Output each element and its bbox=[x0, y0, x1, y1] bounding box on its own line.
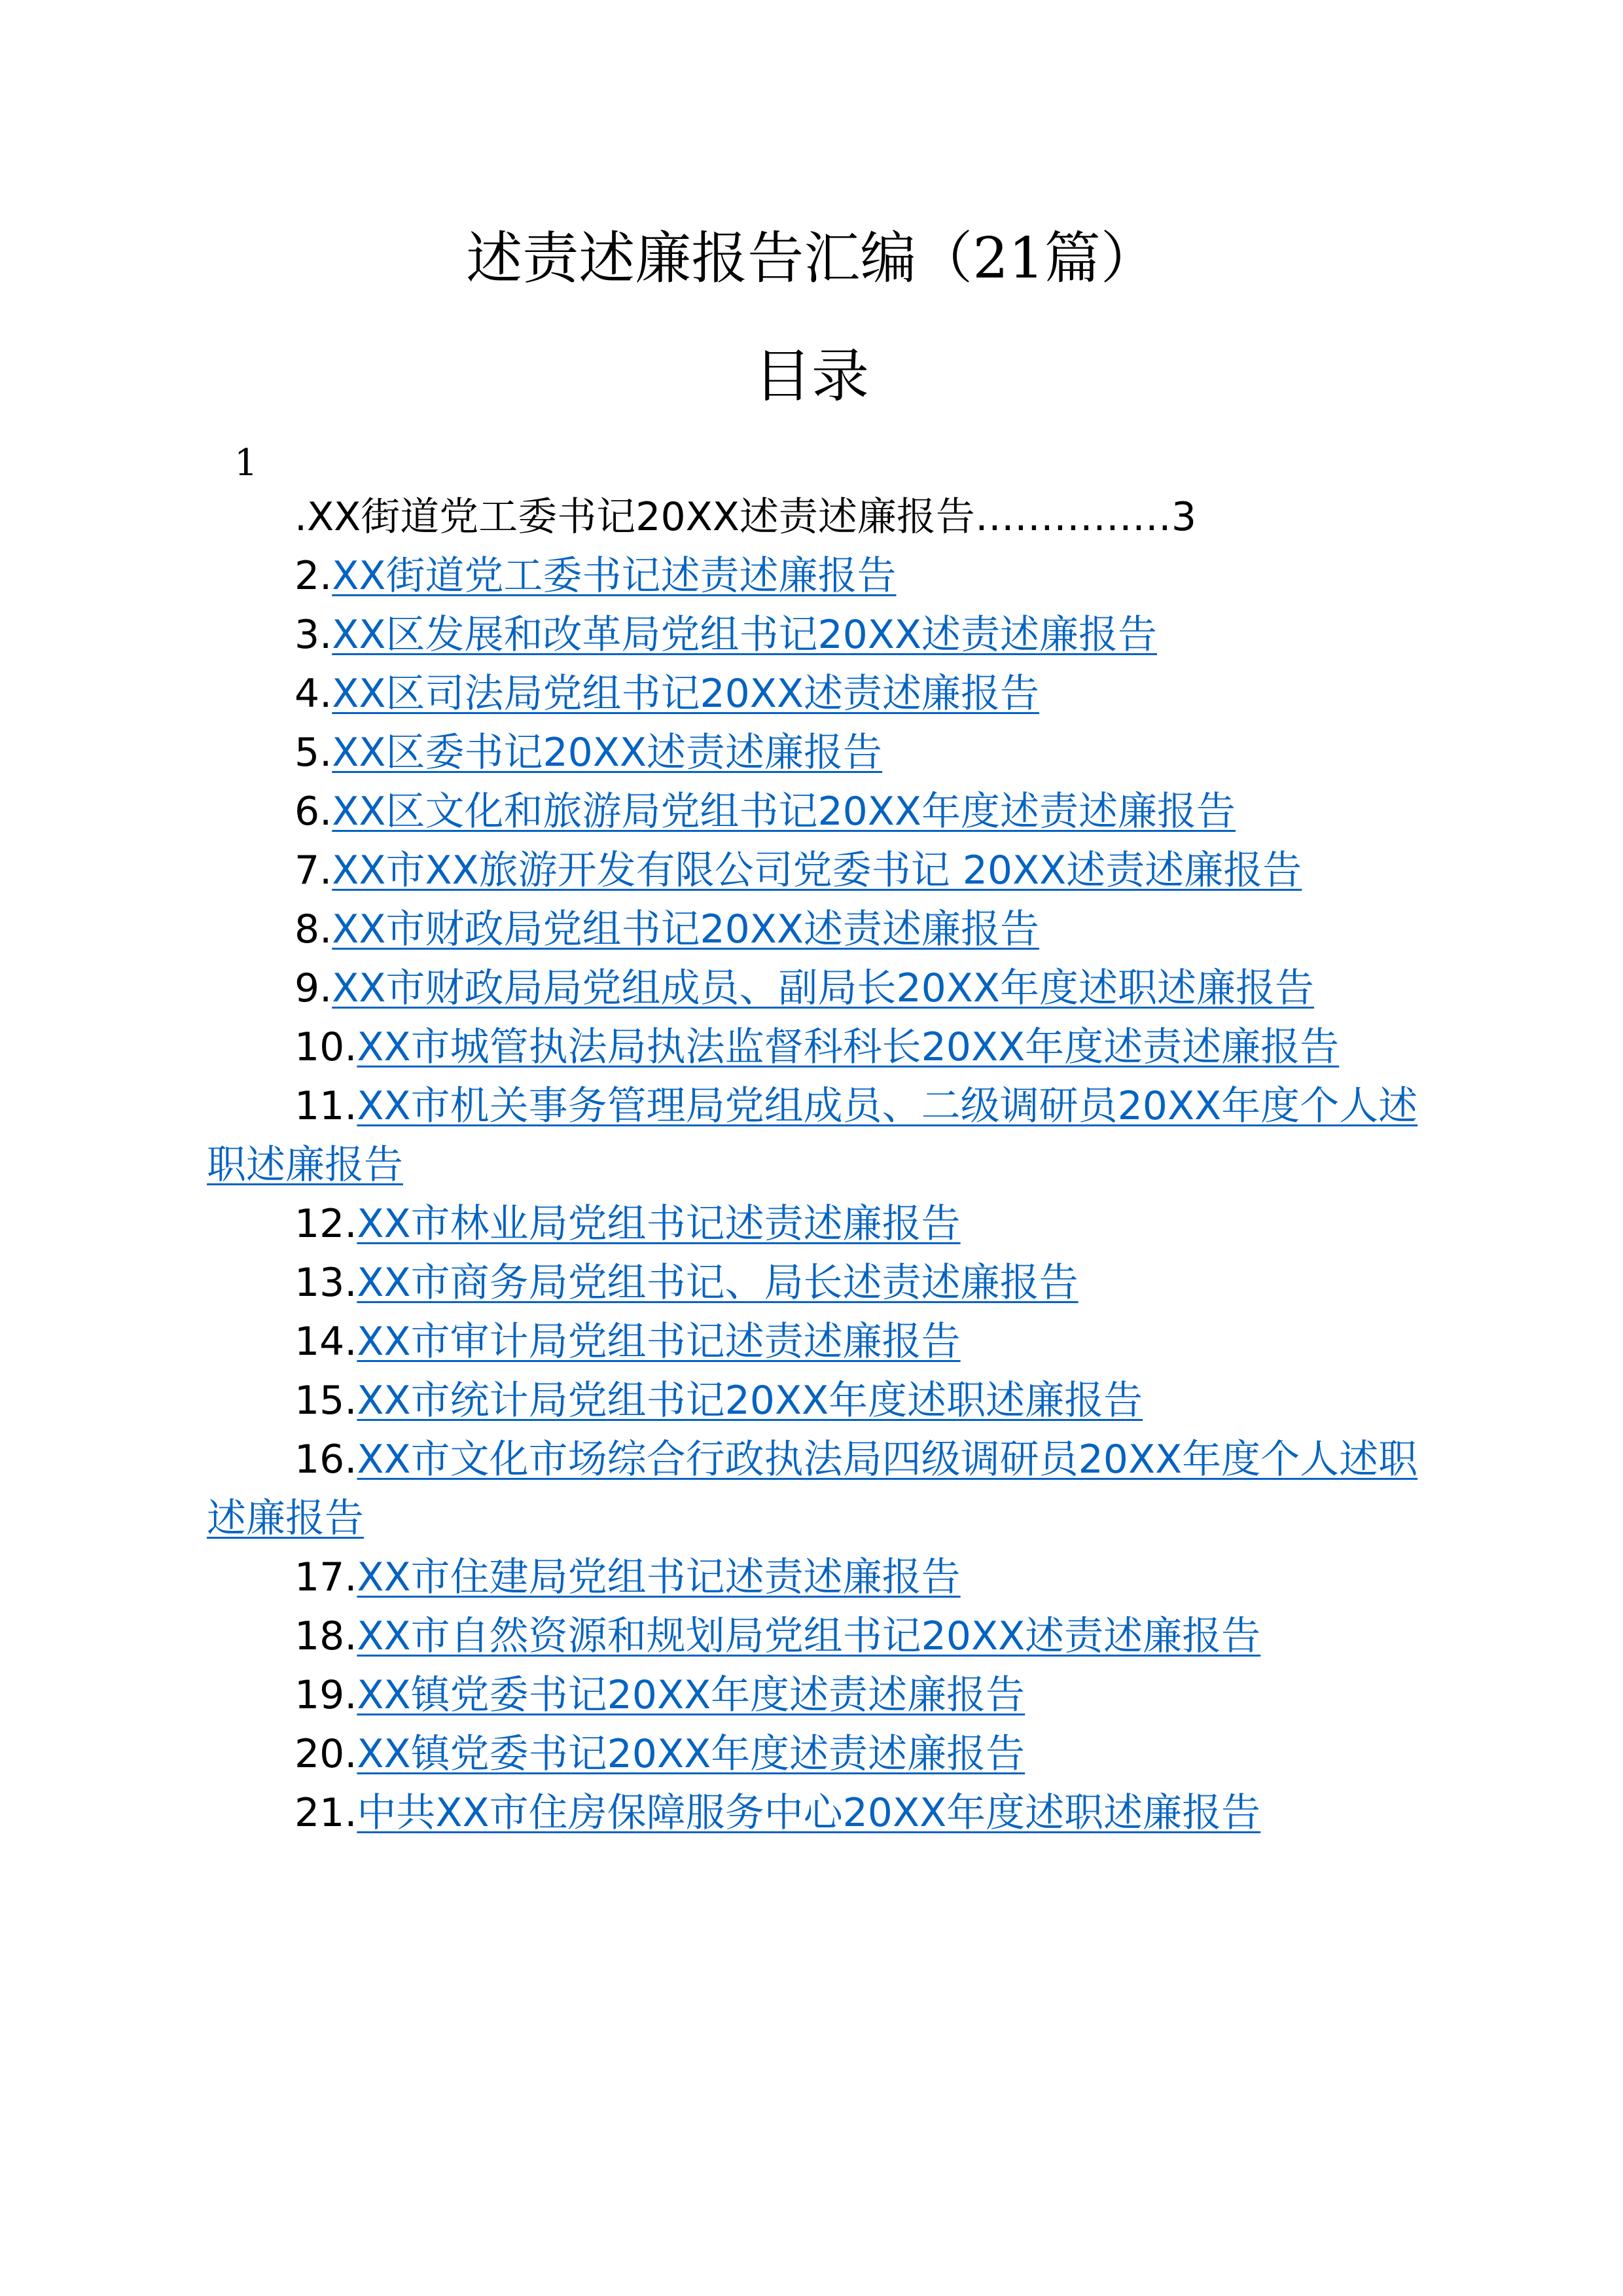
toc-item-number: 12. bbox=[294, 1201, 357, 1247]
toc-item bbox=[207, 1371, 1427, 1430]
toc-item-number: 9. bbox=[294, 965, 332, 1011]
toc-heading: 目录 bbox=[753, 342, 869, 410]
toc-item-number: 3. bbox=[294, 612, 332, 658]
toc-item-number: 17. bbox=[294, 1554, 357, 1600]
document-title: 述责述廉报告汇编（21篇） bbox=[466, 226, 1157, 291]
toc-item bbox=[207, 1666, 1427, 1725]
toc-item-link[interactable]: XX市XX旅游开发有限公司党委书记 20XX述责述廉报告 bbox=[332, 848, 1302, 893]
toc-item bbox=[207, 1430, 1427, 1548]
toc-item-number: 15. bbox=[294, 1378, 357, 1424]
toc-item-link[interactable]: XX市统计局党组书记20XX年度述职述廉报告 bbox=[357, 1378, 1143, 1424]
toc-item bbox=[207, 841, 1427, 900]
toc-item-number: 14. bbox=[294, 1319, 357, 1365]
toc-item-number: 7. bbox=[294, 848, 332, 893]
toc-item-number: 4. bbox=[294, 671, 332, 717]
toc-item bbox=[207, 1018, 1427, 1077]
toc-item-link[interactable]: XX区委书记20XX述责述廉报告 bbox=[332, 730, 883, 776]
toc-item-number: 19. bbox=[294, 1672, 357, 1718]
toc-item-link[interactable]: XX市财政局党组书记20XX述责述廉报告 bbox=[332, 906, 1040, 952]
toc-item-number: 18. bbox=[294, 1613, 357, 1659]
toc-item-link[interactable]: XX市审计局党组书记述责述廉报告 bbox=[357, 1319, 961, 1365]
toc-item bbox=[207, 1548, 1427, 1607]
toc-item bbox=[207, 605, 1427, 664]
toc-item-link[interactable]: XX区文化和旅游局党组书记20XX年度述责述廉报告 bbox=[332, 789, 1236, 834]
toc-item-number: 5. bbox=[294, 730, 332, 776]
toc-item bbox=[207, 1194, 1427, 1253]
toc-item-link[interactable]: XX街道党工委书记述责述廉报告 bbox=[332, 553, 897, 599]
toc-item-number: 21. bbox=[294, 1790, 357, 1836]
toc-item bbox=[207, 664, 1427, 723]
toc-item-number: 6. bbox=[294, 789, 332, 834]
toc-item-link[interactable]: XX镇党委书记20XX年度述责述廉报告 bbox=[357, 1672, 1026, 1718]
toc-item-link[interactable]: XX镇党委书记20XX年度述责述廉报告 bbox=[357, 1731, 1026, 1777]
toc-item-number: 2. bbox=[294, 553, 332, 599]
toc-item-link[interactable]: XX市文化市场综合行政执法局四级调研员20XX年度个人述职述廉报告 bbox=[207, 1437, 1418, 1541]
toc-item-link[interactable]: XX市机关事务管理局党组成员、二级调研员20XX年度个人述职述廉报告 bbox=[207, 1083, 1418, 1188]
page-marker-number: 1 bbox=[234, 442, 258, 484]
toc-item bbox=[207, 1725, 1427, 1784]
toc-item-link[interactable]: XX市住建局党组书记述责述廉报告 bbox=[357, 1554, 961, 1600]
toc-item-link[interactable]: XX市自然资源和规划局党组书记20XX述责述廉报告 bbox=[357, 1613, 1261, 1659]
toc-item bbox=[207, 1077, 1427, 1194]
toc-item-number: 20. bbox=[294, 1731, 357, 1777]
toc-item bbox=[207, 1784, 1427, 1842]
toc-item bbox=[207, 547, 1427, 605]
toc-item-link[interactable]: XX区司法局党组书记20XX述责述廉报告 bbox=[332, 671, 1040, 717]
toc-item-number: 8. bbox=[294, 906, 332, 952]
toc-item-number: 11. bbox=[294, 1083, 357, 1129]
toc-item-link[interactable]: XX市商务局党组书记、局长述责述廉报告 bbox=[357, 1260, 1079, 1306]
toc-item-number: 10. bbox=[294, 1024, 357, 1070]
toc-item-number: 13. bbox=[294, 1260, 357, 1306]
toc-item bbox=[207, 782, 1427, 841]
toc-item bbox=[207, 488, 1427, 547]
toc-item bbox=[207, 1607, 1427, 1666]
toc-item-link[interactable]: XX市财政局局党组成员、副局长20XX年度述职述廉报告 bbox=[332, 965, 1315, 1011]
toc-item bbox=[207, 1253, 1427, 1312]
toc-item-text: .XX街道党工委书记20XX述责述廉报告……………3 bbox=[294, 494, 1197, 540]
toc-item bbox=[207, 959, 1427, 1018]
table-of-contents bbox=[207, 488, 1427, 1842]
toc-item-link[interactable]: XX市林业局党组书记述责述廉报告 bbox=[357, 1201, 961, 1247]
toc-item bbox=[207, 900, 1427, 959]
toc-item bbox=[207, 723, 1427, 782]
toc-item-link[interactable]: XX区发展和改革局党组书记20XX述责述廉报告 bbox=[332, 612, 1158, 658]
toc-item bbox=[207, 1312, 1427, 1371]
toc-item-link[interactable]: 中共XX市住房保障服务中心20XX年度述职述廉报告 bbox=[357, 1790, 1261, 1836]
toc-item-number: 16. bbox=[294, 1437, 357, 1482]
toc-item-link[interactable]: XX市城管执法局执法监督科科长20XX年度述责述廉报告 bbox=[357, 1024, 1340, 1070]
